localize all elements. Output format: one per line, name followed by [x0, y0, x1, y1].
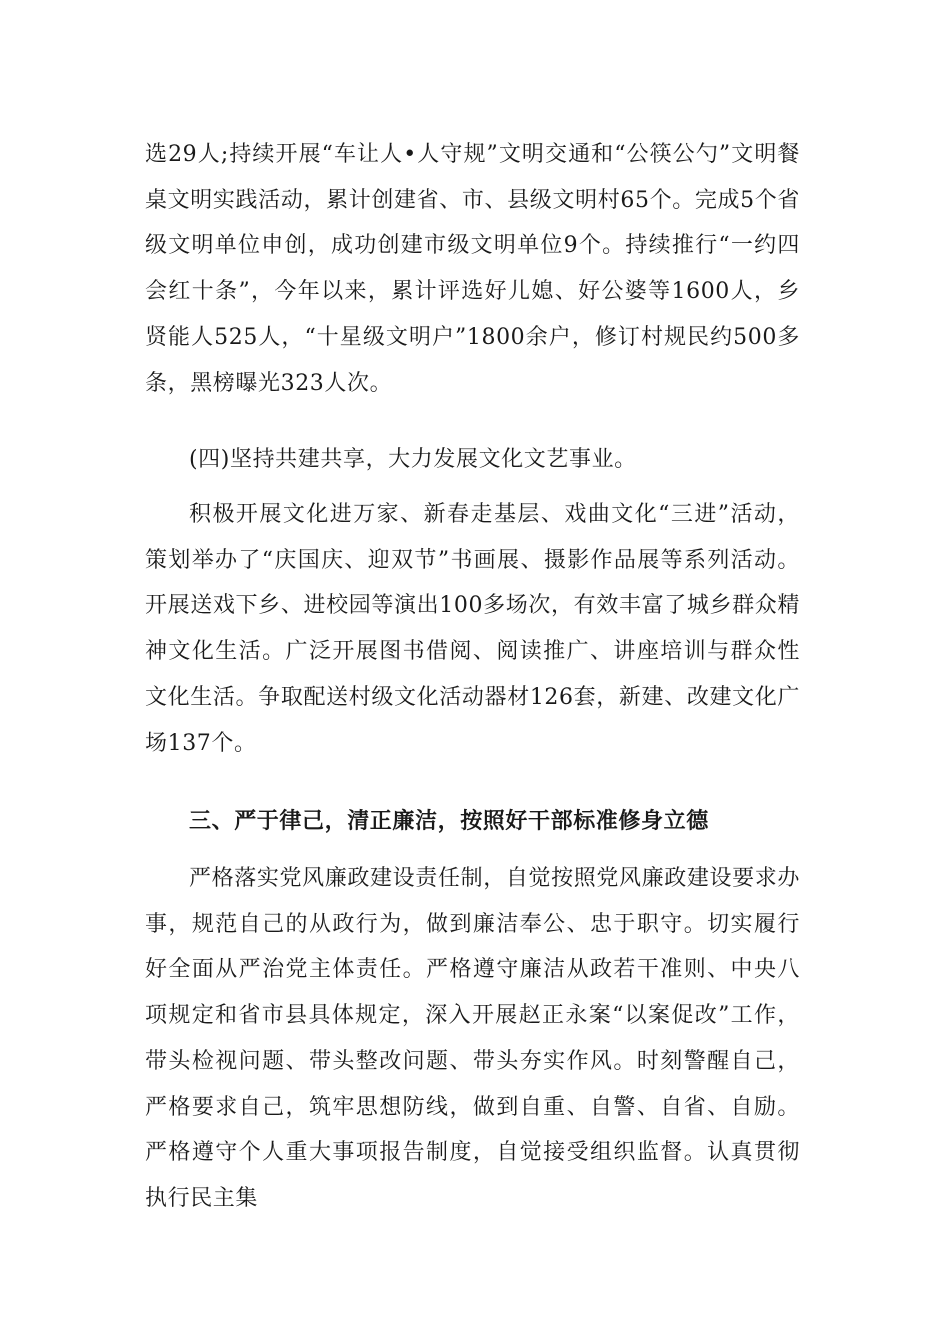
section-heading-integrity: 三、严于律己，清正廉洁，按照好干部标准修身立德 [189, 808, 709, 834]
paragraph-culture-activities: 积极开展文化进万家、新春走基层、戏曲文化“三进”活动，策划举办了“庆国庆、迎双节”书画展、摄影作品展等系列活动。开展送戏下乡、进校园等演出100多场次，有效丰富了城乡群众精神文化生活。广泛开展图书借阅、阅读推广、讲座培训与群众性文化生活。争取配送村级文化活动器材126套，新建、改建文化广场137个。 [145, 502, 800, 756]
paragraph-civilization-practice: 选29人;持续开展“车让人•人守规”文明交通和“公筷公勺”文明餐桌文明实践活动，累计创建省、市、县级文明村65个。完成5个省级文明单位申创，成功创建市级文明单位9个。持续推行“一约四会红十条”，今年以来，累计评选好儿媳、好公婆等1600人，乡贤能人525人，“十星级文明户”1800余户，修订村规民约500多条，黑榜曝光323人次。 [145, 142, 800, 396]
subheading-culture: (四)坚持共建共享，大力发展文化文艺事业。 [189, 447, 637, 472]
paragraph-integrity: 严格落实党风廉政建设责任制，自觉按照党风廉政建设要求办事，规范自己的从政行为，做到廉洁奉公、忠于职守。切实履行好全面从严治党主体责任。严格遵守廉洁从政若干准则、中央八项规定和省市县具体规定，深入开展赵正永案“以案促改”工作，带头检视问题、带头整改问题、带头夯实作风。时刻警醒自己，严格要求自己，筑牢思想防线，做到自重、自警、自省、自励。严格遵守个人重大事项报告制度，自觉接受组织监督。认真贯彻执行民主集 [145, 866, 800, 1211]
